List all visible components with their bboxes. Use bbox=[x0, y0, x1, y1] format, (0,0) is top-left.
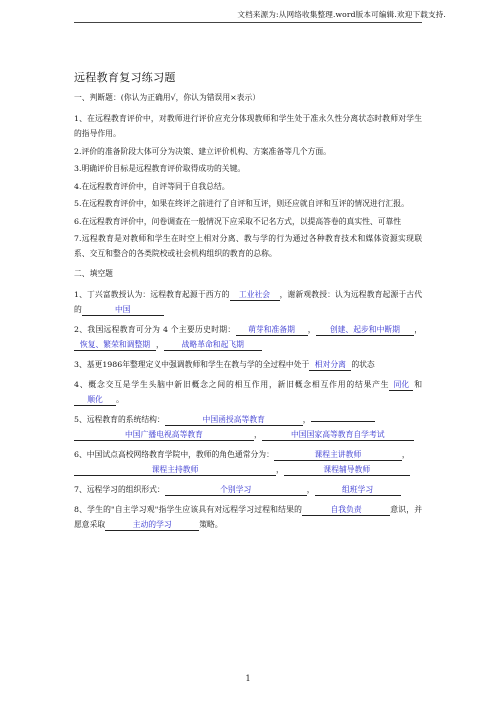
judgment-item: 2.评价的准备阶段大体可分为决策、建立评价机构、方案准备等几个方面。 bbox=[74, 146, 331, 156]
answer-blank: 恢复、繁荣和调整期 bbox=[74, 339, 156, 351]
answer-blank: 自我负责 bbox=[302, 504, 390, 516]
answer-blank: 个别学习 bbox=[165, 484, 307, 496]
answer-blank: 萌芽和准备期 bbox=[236, 324, 308, 336]
question-text: 策略。 bbox=[199, 520, 223, 529]
answer-blank: 战略革命和起飞期 bbox=[164, 339, 262, 351]
fill-item-4 bbox=[74, 377, 422, 407]
judgment-item: 5.在远程教育评价中，如果在终评之前进行了自评和互评，则还应就自评和互评的情况进行汇报。 bbox=[74, 199, 409, 208]
answer-blank: 课程主持教师 bbox=[74, 464, 276, 476]
question-text: ，谢新观教授：认为远程教育起源于古代的 bbox=[74, 290, 422, 314]
document-body bbox=[74, 42, 422, 537]
fill-item-8 bbox=[74, 502, 422, 532]
judgment-item: 7.远程教育是对教师和学生在时空上相对分离、教与学的行为通过各种教育技术和媒体资源实现联系、交互和整合的各类院校或社会机构组织的教育的总称。 bbox=[74, 234, 422, 258]
section-heading-fill: 二、填空题 bbox=[74, 269, 113, 278]
fill-item-3 bbox=[74, 357, 422, 372]
question-text: 意识，并愿意采取 bbox=[74, 505, 422, 529]
answer-blank: 工业社会 bbox=[230, 289, 280, 301]
question-text: 5、远程教育的系统结构： bbox=[74, 415, 165, 424]
fill-item-7: 7、远程学习的组织形式： 个别学习 ， 组班学习 bbox=[74, 482, 422, 497]
judgment-item: 1、在远程教育评价中，对教师进行评价应充分体现教师和学生处于准永久性分离状态时教师对学生的指导作用。 bbox=[74, 114, 422, 138]
judgment-item: 6.在远程教育评价中，问卷调查在一般情况下应采取不记名方式，以提高答卷的真实性、可靠性 bbox=[74, 216, 402, 226]
page-number: 1 bbox=[245, 674, 251, 683]
answer-blank bbox=[311, 421, 375, 422]
question-text: 6、中国试点高校网络教育学院中，教师的角色通常分为： bbox=[74, 450, 274, 459]
answer-blank: 组班学习 bbox=[315, 484, 401, 496]
answer-blank: 课程辅导教师 bbox=[284, 464, 410, 476]
answer-blank: 创建、起步和中断期 bbox=[316, 324, 414, 336]
question-text: 的状态 bbox=[351, 360, 375, 369]
answer-blank: 中国函授高等教育 bbox=[165, 414, 303, 426]
question-text: 3、基更1986年整理定义中强调教师和学生在教与学的全过程中处于 bbox=[74, 360, 310, 369]
answer-blank: 中国 bbox=[82, 304, 164, 316]
question-text: 2、我国远程教育可分为 4 个主要历史时期： bbox=[74, 325, 236, 334]
answer-blank: 相对分离 bbox=[309, 359, 351, 371]
header-rule bbox=[74, 22, 422, 23]
answer-blank: 课程主讲教师 bbox=[274, 449, 402, 461]
section-heading-judgment: 一、判断题：(你认为正确用√，你认为错误用×表示） bbox=[74, 93, 261, 102]
question-text: 。 bbox=[116, 395, 124, 404]
judgment-item: 3.明确评价目标是远程教育评价取得成功的关键。 bbox=[74, 164, 246, 173]
answer-blank: 中国国家高等教育自学考试 bbox=[262, 429, 414, 441]
question-text: 1、丁兴富教授认为：远程教育起源于西方的 bbox=[74, 290, 230, 299]
document-title: 远程教育复习练习题 bbox=[74, 71, 176, 84]
answer-blank: 同化 bbox=[389, 379, 413, 391]
answer-blank: 顺化 bbox=[74, 394, 116, 406]
fill-item-5: 5、远程教育的系统结构： 中国函授高等教育 ， 中国广播电视高等教育 ， 中国国家高等教育自学考试 bbox=[74, 412, 422, 442]
question-text: 7、远程学习的组织形式： bbox=[74, 485, 165, 494]
answer-blank: 主动的学习 bbox=[105, 519, 199, 531]
question-text: 8、学生的"自主学习观"指学生应该具有对远程学习过程和结果的 bbox=[74, 505, 303, 514]
page-header: 文档来源为:从网络收集整理.word版本可编辑.欢迎下载支持. bbox=[237, 10, 446, 19]
fill-item-1 bbox=[74, 287, 422, 317]
question-text: 4、概念交互是学生头脑中新旧概念之间的相互作用，新旧概念相互作用的结果产生 bbox=[74, 380, 390, 389]
answer-blank: 中国广播电视高等教育 bbox=[74, 429, 254, 441]
question-text: 和 bbox=[413, 380, 422, 389]
judgment-item: 4.在远程教育评价中，自评等同于自我总结。 bbox=[74, 181, 230, 191]
fill-item-6: 6、中国试点高校网络教育学院中，教师的角色通常分为： 课程主讲教师 ， 课程主持教师 ， 课程辅导教师 bbox=[74, 450, 410, 474]
fill-item-2: 2、我国远程教育可分为 4 个主要历史时期： 萌芽和准备期 ， 创建、起步和中断期 ，恢复、繁荣和调整期 ， 战略革命和起飞期 bbox=[74, 325, 423, 349]
